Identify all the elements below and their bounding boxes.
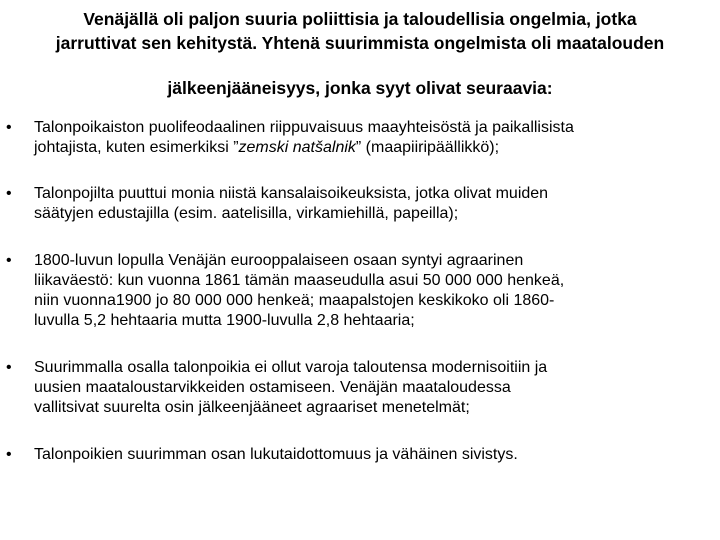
bullet-text [34,445,718,465]
bullet-line: säätyjen edustajilla (esim. aatelisilla, virkamiehillä, papeilla); [34,205,459,222]
bullet-line: luvulla 5,2 hehtaaria mutta 1900-luvulla 2,8 hehtaaria; [34,312,415,329]
bullet-text [34,358,718,418]
bullet-marker: • [6,119,12,136]
bullet-line [34,138,718,158]
bullet-line: Talonpoikaiston puolifeodaalinen riippuvaisuus maayhteisöstä ja paikallisista [34,119,574,136]
bullet-line: 1800-luvun lopulla Venäjän eurooppalaiseen osaan syntyi agraarinen [34,252,524,269]
bullet-marker: • [6,359,12,376]
heading-line-1: Venäjällä oli paljon suuria poliittisia ja taloudellisia ongelmia, jotka [83,9,637,29]
italic-term: zemski natšalnik [238,139,356,156]
bullet-text [34,251,718,331]
bullet-marker: • [6,252,12,269]
bullet-line: Talonpoikien suurimman osan lukutaidottomuus ja vähäinen sivistys. [34,446,518,463]
bullet-line: niin vuonna1900 jo 80 000 000 henkeä; maapalstojen keskikoko oli 1860- [34,292,555,309]
bullet-marker: • [6,446,12,463]
bullet-line: vallitsivat suurelta osin jälkeenjääneet agraariset menetelmät; [34,399,470,416]
bullet-text [34,184,718,224]
bullet-line: Talonpojilta puuttui monia niistä kansalaisoikeuksista, jotka olivat muiden [34,185,549,202]
bullet-text [34,118,718,158]
heading-line-3: jälkeenjääneisyys, jonka syyt olivat seuraavia: [167,78,553,98]
bullet-line: uusien maataloustarvikkeiden ostamiseen. Venäjän maataloudessa [34,379,511,396]
bullet-line: Suurimmalla osalla talonpoikia ei ollut varoja taloutensa modernisoitiin ja [34,359,548,376]
heading-line-2: jarruttivat sen kehitystä. Yhtenä suurimmista ongelmista oli maatalouden [55,33,665,53]
bullet-line: liikaväestö: kun vuonna 1861 tämän maaseudulla asui 50 000 000 henkeä, [34,272,565,289]
bullet-line-end: ” (maapiiripäällikkö); [355,139,500,156]
bullet-line-start: johtajista, kuten esimerkiksi ” [34,139,239,156]
bullet-marker: • [6,185,12,202]
